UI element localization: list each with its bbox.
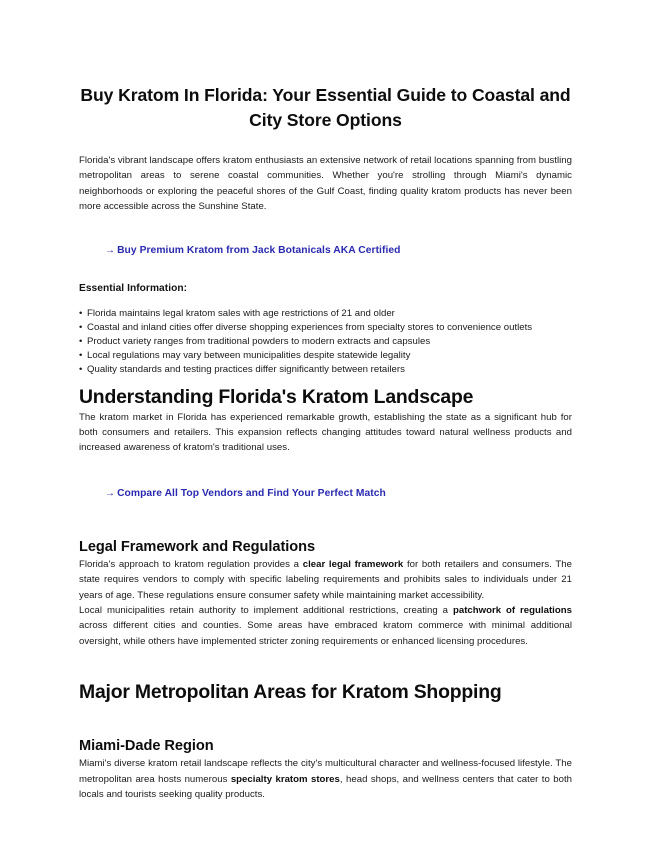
arrow-right-icon: → (105, 244, 116, 256)
legal-paragraph-1 (79, 557, 572, 603)
miami-text-a: Miami's diverse kratom retail landscape reflects the city's multicultural character and wellness-focused lifestyle. The metropolitan area hosts numerous (79, 758, 572, 785)
list-item: • Florida maintains legal kratom sales with age restrictions of 21 and older (79, 307, 572, 321)
landscape-paragraph: The kratom market in Florida has experienced remarkable growth, establishing the state as a significant hub for both consumers and retailers. This expansion reflects changing attitudes toward natural wellness products and increased awareness of kratom's traditional uses. (79, 411, 572, 454)
secondary-cta-wrapper (79, 483, 572, 501)
miami-paragraph (79, 756, 572, 802)
list-item: • Coastal and inland cities offer diverse shopping experiences from specialty stores to convenience outlets (79, 321, 572, 335)
arrow-right-icon: → (105, 487, 116, 499)
section-heading-landscape: Understanding Florida's Kratom Landscape (79, 385, 474, 408)
secondary-cta-link[interactable] (105, 487, 386, 501)
document-content (79, 0, 572, 803)
list-item: • Product variety ranges from traditional powders to modern extracts and capsules (79, 335, 572, 349)
essential-information-list (79, 296, 572, 378)
primary-cta-label: Buy Premium Kratom from Jack Botanicals AKA Certified (117, 244, 401, 256)
section-heading-metro: Major Metropolitan Areas for Kratom Shopping (79, 681, 502, 704)
legal-p2-text-a: Local municipalities retain authority to implement additional restrictions, creating a (79, 605, 453, 617)
section-heading-miami: Miami-Dade Region (79, 738, 214, 755)
page-title: Buy Kratom In Florida: Your Essential Guide to Coastal and City Store Options (80, 85, 571, 130)
section-heading-legal: Legal Framework and Regulations (79, 538, 316, 555)
intro-paragraph: Florida's vibrant landscape offers kratom enthusiasts an extensive network of retail locations spanning from bustling metropolitan areas to serene coastal communities. Whether you're strolling through Miami's dynamic neighborhoods or exploring the peaceful shores of the Gulf Coast, finding quality kratom products has never been more accessible across the Sunshine State. (79, 155, 572, 213)
miami-text-b: , head shops, and wellness centers that cater to both locals and tourists seeking quality products. (79, 773, 572, 801)
legal-p2-emphasis: patchwork of regulations (452, 605, 572, 617)
legal-paragraph-2 (79, 603, 572, 649)
primary-cta-wrapper (79, 240, 572, 258)
secondary-cta-label: Compare All Top Vendors and Find Your Perfect Match (117, 487, 386, 499)
list-item: • Local regulations may vary between municipalities despite statewide legality (79, 349, 572, 363)
legal-p1-text-b: for both retailers and consumers. The state requires vendors to comply with specific labeling requirements and prohibits sales to individuals under 21 years of age. These regulations ensure consumer safety while maintaining market accessibility. (79, 558, 572, 601)
legal-p2-text-b: across different cities and counties. Some areas have embraced kratom commerce with minimal additional oversight, while others have implemented stricter zoning requirements or enhanced licensing procedures. (79, 620, 572, 647)
essential-information-heading: Essential Information: (79, 282, 188, 294)
legal-p1-emphasis: clear legal framework (302, 558, 404, 570)
legal-p1-text-a: Florida's approach to kratom regulation provides a (79, 558, 303, 570)
miami-emphasis: specialty kratom stores (230, 773, 340, 785)
primary-cta-link[interactable] (105, 244, 400, 258)
list-item: • Quality standards and testing practices differ significantly between retailers (79, 363, 572, 377)
